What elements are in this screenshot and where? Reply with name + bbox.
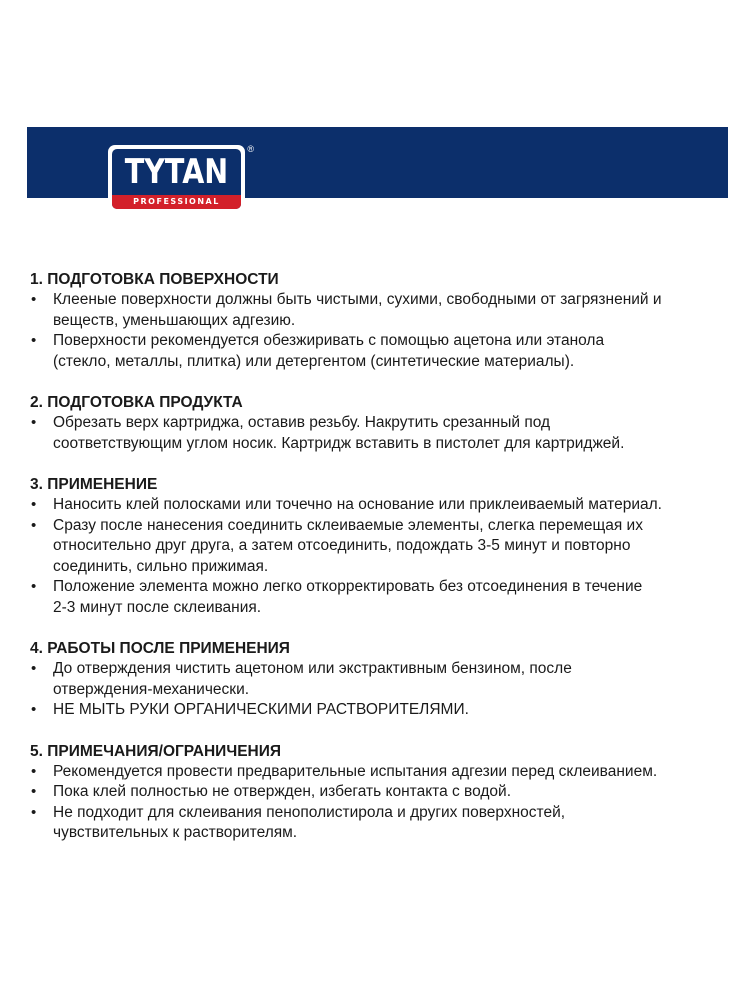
item-text-line: Пока клей полностью не отвержден, избегать контакта с водой.: [53, 783, 512, 800]
section-title: 2. ПОДГОТОВКА ПРОДУКТА: [30, 394, 243, 411]
item-text-line: соответствующим углом носик. Картридж вставить в пистолет для картриджей.: [53, 434, 625, 452]
bullet-list: [30, 495, 735, 618]
item-text-line: соединить, сильно прижимая.: [53, 557, 269, 575]
header-banner: [27, 127, 728, 206]
logo-brand: TYTAN: [124, 152, 229, 192]
section-3: [30, 475, 735, 618]
list-item: [30, 700, 735, 721]
item-text-line: НЕ МЫТЬ РУКИ ОРГАНИЧЕСКИМИ РАСТВОРИТЕЛЯМИ.: [53, 701, 469, 718]
section-1: [30, 270, 735, 372]
bullet-icon: •: [31, 516, 37, 534]
item-text-line: чувствительных к растворителям.: [53, 824, 298, 841]
item-text-line: Наносить клей полосками или точечно на основание или приклеиваемый материал.: [53, 496, 662, 513]
list-item: [30, 516, 735, 578]
item-text-line: До отверждения чистить ацетоном или экстрактивным бензином, после: [53, 660, 572, 677]
item-text-line: 2-3 минут после склеивания.: [53, 598, 262, 616]
section-title: 4. РАБОТЫ ПОСЛЕ ПРИМЕНЕНИЯ: [30, 640, 290, 657]
bullet-icon: •: [31, 496, 37, 513]
item-text-line: Поверхности рекомендуется обезжиривать с помощью ацетона или этанола: [53, 332, 605, 349]
instructions: [30, 270, 735, 865]
bullet-list: [30, 413, 735, 454]
section-5: [30, 742, 735, 844]
bullet-icon: •: [31, 332, 37, 349]
section-4: [30, 639, 735, 721]
item-text-line: Положение элемента можно легко откорректировать без отсоединения в течение: [53, 578, 643, 595]
item-text-line: отверждения-механически.: [53, 680, 250, 698]
bullet-list: [30, 762, 735, 844]
item-text-line: Клееные поверхности должны быть чистыми, сухими, свободными от загрязнений и: [53, 291, 662, 308]
item-text-line: Обрезать верх картриджа, оставив резьбу. Накрутить срезанный под: [53, 414, 551, 431]
list-item: [30, 577, 735, 618]
list-item: [30, 331, 735, 372]
bullet-icon: •: [31, 803, 37, 821]
bullet-icon: •: [31, 414, 37, 431]
item-text-line: веществ, уменьшающих адгезию.: [53, 311, 296, 329]
item-text-line: (стекло, металлы, плитка) или детергентом (синтетические материалы).: [53, 352, 575, 370]
list-item: [30, 803, 735, 844]
list-item: [30, 782, 735, 803]
registered-mark: ®: [247, 144, 254, 154]
bullet-list: [30, 290, 735, 372]
bullet-icon: •: [31, 578, 37, 595]
list-item: [30, 413, 735, 454]
item-text-line: Сразу после нанесения соединить склеиваемые элементы, слегка перемещая их: [53, 516, 643, 534]
logo-subtitle: PROFESSIONAL: [112, 195, 241, 209]
section-title: 1. ПОДГОТОВКА ПОВЕРХНОСТИ: [30, 271, 279, 288]
bullet-icon: •: [31, 660, 37, 677]
bullet-list: [30, 659, 735, 721]
list-item: [30, 495, 735, 516]
bullet-icon: •: [31, 291, 37, 308]
list-item: [30, 290, 735, 331]
bullet-icon: •: [31, 701, 37, 718]
section-title: 3. ПРИМЕНЕНИЕ: [30, 476, 158, 493]
bullet-icon: •: [31, 762, 37, 780]
list-item: [30, 659, 735, 700]
list-item: [30, 762, 735, 783]
item-text-line: Рекомендуется провести предварительные испытания адгезии перед склеиванием.: [53, 762, 658, 780]
item-text-line: относительно друг друга, а затем отсоединить, подождать 3-5 минут и повторно: [53, 537, 631, 554]
item-text-line: Не подходит для склеивания пенополистирола и других поверхностей,: [53, 803, 566, 821]
bullet-icon: •: [31, 783, 37, 800]
section-title: 5. ПРИМЕЧАНИЯ/ОГРАНИЧЕНИЯ: [30, 742, 282, 760]
tytan-logo: [108, 144, 254, 213]
section-2: [30, 393, 735, 454]
